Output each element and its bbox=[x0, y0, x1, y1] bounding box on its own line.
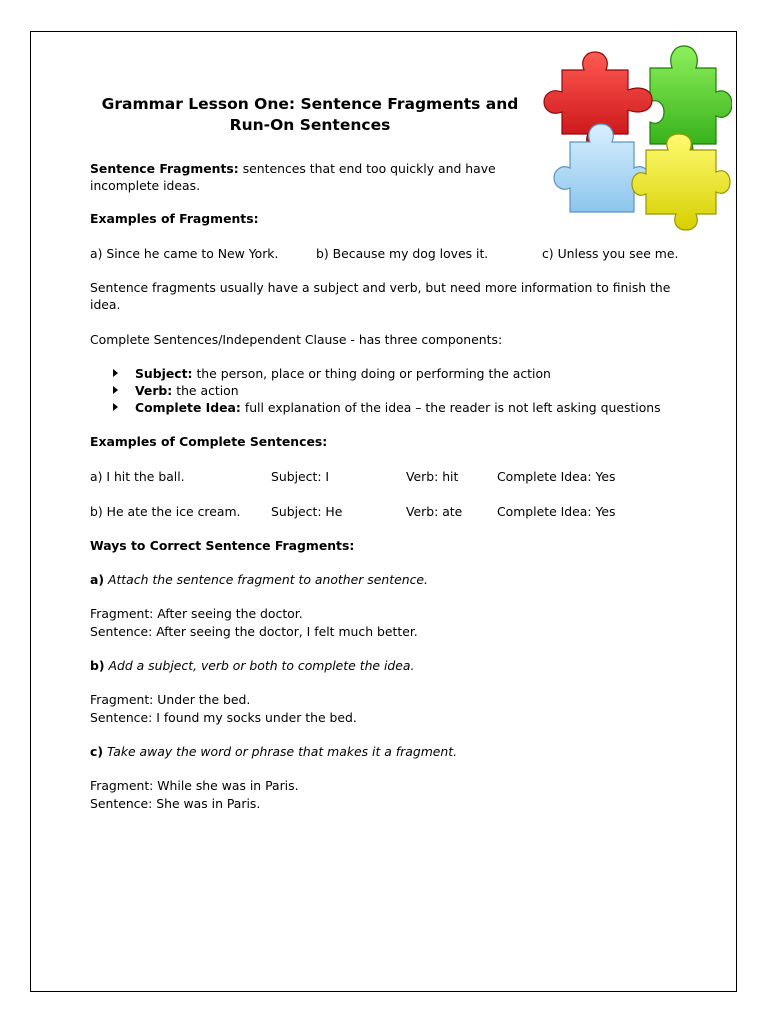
component-term: Subject: bbox=[135, 366, 193, 381]
component-term: Complete Idea: bbox=[135, 400, 241, 415]
complete-example-a-verb: Verb: hit bbox=[406, 469, 459, 484]
page-title bbox=[90, 94, 530, 136]
method-a-sentence: Sentence: After seeing the doctor, I felt much better. bbox=[90, 624, 418, 639]
complete-example-a-idea: Complete Idea: Yes bbox=[497, 469, 616, 484]
method-c-instruction bbox=[90, 743, 457, 760]
complete-example-b-subject: Subject: He bbox=[271, 504, 343, 519]
title-line-1: Grammar Lesson One: Sentence Fragments and bbox=[101, 95, 519, 113]
bullet-arrow-icon bbox=[113, 403, 118, 411]
bullet-arrow-icon bbox=[113, 369, 118, 377]
fragment-example-b: b) Because my dog loves it. bbox=[316, 246, 489, 261]
fragment-example-c: c) Unless you see me. bbox=[542, 246, 679, 261]
complete-example-b-sentence: b) He ate the ice cream. bbox=[90, 504, 241, 519]
method-letter: c) bbox=[90, 744, 104, 759]
component-text: full explanation of the idea – the reader is not left asking questions bbox=[240, 400, 661, 415]
complete-example-b-idea: Complete Idea: Yes bbox=[497, 504, 616, 519]
yellow-puzzle-piece bbox=[632, 134, 730, 230]
definition-text: sentences that end too quickly and have bbox=[238, 161, 496, 176]
method-text: Add a subject, verb or both to complete the idea. bbox=[104, 658, 415, 673]
method-text: Attach the sentence fragment to another sentence. bbox=[104, 572, 428, 587]
component-text: the person, place or thing doing or performing the action bbox=[192, 366, 551, 381]
complete-examples-heading: Examples of Complete Sentences: bbox=[90, 434, 328, 449]
complete-example-b-verb: Verb: ate bbox=[406, 504, 463, 519]
method-c-sentence: Sentence: She was in Paris. bbox=[90, 796, 261, 811]
method-text: Take away the word or phrase that makes it a fragment. bbox=[103, 744, 458, 759]
title-line-2: Run-On Sentences bbox=[229, 116, 391, 134]
method-b-fragment: Fragment: Under the bed. bbox=[90, 692, 251, 707]
fragments-definition bbox=[90, 160, 496, 177]
method-a-fragment: Fragment: After seeing the doctor. bbox=[90, 606, 303, 621]
method-letter: b) bbox=[90, 658, 105, 673]
definition-term: Sentence Fragments: bbox=[90, 161, 239, 176]
fragment-examples-heading: Examples of Fragments: bbox=[90, 211, 259, 226]
complete-example-a-sentence: a) I hit the ball. bbox=[90, 469, 185, 484]
method-b-instruction bbox=[90, 657, 414, 674]
component-term: Verb: bbox=[135, 383, 173, 398]
method-a-instruction bbox=[90, 571, 428, 588]
ways-heading: Ways to Correct Sentence Fragments: bbox=[90, 538, 355, 553]
fragments-note: Sentence fragments usually have a subject and verb, but need more information to finish the bbox=[90, 280, 671, 295]
method-letter: a) bbox=[90, 572, 105, 587]
method-c-fragment: Fragment: While she was in Paris. bbox=[90, 778, 299, 793]
component-text: the action bbox=[172, 383, 239, 398]
fragment-example-a: a) Since he came to New York. bbox=[90, 246, 279, 261]
blue-puzzle-piece bbox=[554, 124, 650, 212]
puzzle-pieces-icon bbox=[540, 42, 732, 232]
complete-sentences-intro: Complete Sentences/Independent Clause - has three components: bbox=[90, 332, 503, 347]
method-b-sentence: Sentence: I found my socks under the bed. bbox=[90, 710, 357, 725]
fragments-note-line-2: idea. bbox=[90, 297, 121, 312]
bullet-arrow-icon bbox=[113, 386, 118, 394]
complete-example-a-subject: Subject: I bbox=[271, 469, 330, 484]
fragments-definition-line-2: incomplete ideas. bbox=[90, 178, 201, 193]
